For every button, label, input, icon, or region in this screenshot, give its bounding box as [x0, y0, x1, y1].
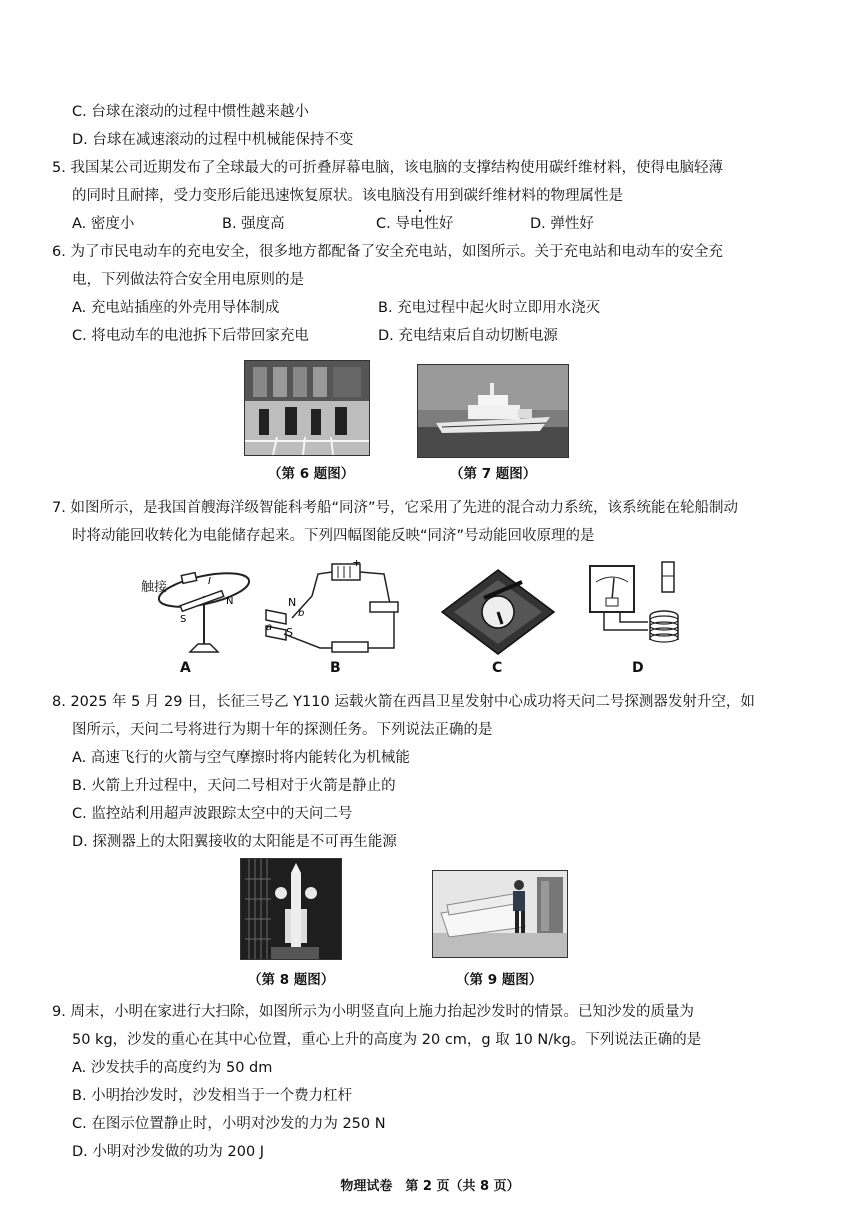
- page-footer: 物理试卷 第 2 页（共 8 页）: [340, 1179, 520, 1194]
- q9-option-b: B. 小明抬沙发时，沙发相当于一个费力杠杆: [72, 1088, 353, 1104]
- q9-option-a: A. 沙发扶手的高度约为 50 dm: [72, 1060, 273, 1076]
- q7-b-label-b: b: [298, 608, 305, 619]
- q7-b-label-a: a: [266, 622, 273, 633]
- q7-label-b: B: [330, 660, 341, 676]
- q4-option-d: D. 台球在减速滚动的过程中机械能保持不变: [72, 132, 354, 148]
- q7-label-c: C: [492, 660, 503, 676]
- fig7-research-ship-photo: [417, 364, 569, 458]
- q7-a-label-i: I: [208, 576, 211, 587]
- q7-a-label-n: N: [226, 596, 234, 607]
- q4-option-c: C. 台球在滚动的过程中惯性越来越小: [72, 104, 309, 120]
- q9-option-c: C. 在图示位置静止时，小明对沙发的力为 250 N: [72, 1116, 386, 1132]
- q8-option-c: C. 监控站利用超声波跟踪太空中的天问二号: [72, 806, 353, 822]
- q7-stem-line2: 时将动能回收转化为电能储存起来。下列四幅图能反映“同济”号动能回收原理的是: [72, 528, 595, 544]
- q9-option-d: D. 小明对沙发做的功为 200 J: [72, 1144, 265, 1160]
- q6-stem-line2: 电，下列做法符合安全用电原则的是: [72, 272, 304, 288]
- fig7-caption: （第 7 题图）: [450, 466, 537, 482]
- q5-option-b: B. 强度高: [222, 216, 285, 232]
- q7-label-d: D: [632, 660, 644, 676]
- q7-diagram-c: [440, 568, 556, 656]
- q8-stem-line2: 图所示，天问二号将进行为期十年的探测任务。下列说法正确的是: [72, 722, 493, 738]
- q5-stem-line1: 5. 我国某公司近期发布了全球最大的可折叠屏幕电脑，该电脑的支撑结构使用碳纤维材料，使得电脑轻薄: [52, 160, 723, 176]
- q8-option-a: A. 高速飞行的火箭与空气摩擦时将内能转化为机械能: [72, 750, 410, 766]
- q5-option-c: C. 导电性好: [376, 216, 454, 232]
- q7-a-touch-label: 触接: [141, 580, 168, 595]
- q5-stem-line2: [72, 186, 623, 206]
- q5-option-d: D. 弹性好: [530, 216, 594, 232]
- q8-stem-line1: 8. 2025 年 5 月 29 日，长征三号乙 Y110 运载火箭在西昌卫星发射中心成功将天问二号探测器发射升空，如: [52, 694, 755, 710]
- fig6-charging-station-photo: [244, 360, 370, 456]
- q7-diagram-b: [262, 560, 412, 660]
- q6-option-c: C. 将电动车的电池拆下后带回家充电: [72, 328, 309, 344]
- q7-b-plus: +: [352, 560, 362, 569]
- q7-b-label-n: N: [288, 596, 297, 609]
- fig9-caption: （第 9 题图）: [456, 972, 543, 988]
- q7-diagram-a: [140, 560, 268, 658]
- q7-a-label-s: S: [180, 614, 187, 625]
- q9-stem-line2: 50 kg，沙发的重心在其中心位置，重心上升的高度为 20 cm，g 取 10 N/kg。下列说法正确的是: [72, 1032, 702, 1048]
- q8-option-d: D. 探测器上的太阳翼接收的太阳能是不可再生能源: [72, 834, 397, 850]
- q6-option-a: A. 充电站插座的外壳用导体制成: [72, 300, 280, 316]
- fig6-caption: （第 6 题图）: [268, 466, 355, 482]
- q7-stem-line1: 7. 如图所示，是我国首艘海洋级智能科考船“同济”号，它采用了先进的混合动力系统，该系统能在轮船制动: [52, 500, 738, 516]
- q5-emphasis-no: 没有: [405, 188, 435, 204]
- fig8-rocket-photo: [240, 858, 342, 960]
- q5-stem-post: 用到碳纤维材料的物理属性是: [434, 188, 623, 204]
- q8-option-b: B. 火箭上升过程中，天问二号相对于火箭是静止的: [72, 778, 396, 794]
- fig9-sofa-lifting-photo: [432, 870, 568, 958]
- q6-stem-line1: 6. 为了市民电动车的充电安全，很多地方都配备了安全充电站，如图所示。关于充电站和电动车的安全充: [52, 244, 723, 260]
- q7-diagram-d: [584, 560, 696, 660]
- q5-option-a: A. 密度小: [72, 216, 135, 232]
- q7-label-a: A: [180, 660, 191, 676]
- fig8-caption: （第 8 题图）: [248, 972, 335, 988]
- q7-b-label-s: S: [286, 626, 293, 639]
- q5-stem-pre: 的同时且耐摔，受力变形后能迅速恢复原状。该电脑: [72, 188, 406, 204]
- q6-option-d: D. 充电结束后自动切断电源: [378, 328, 558, 344]
- q9-stem-line1: 9. 周末，小明在家进行大扫除，如图所示为小明竖直向上施力抬起沙发时的情景。已知沙发的质量为: [52, 1004, 694, 1020]
- q6-option-b: B. 充电过程中起火时立即用水浇灭: [378, 300, 601, 316]
